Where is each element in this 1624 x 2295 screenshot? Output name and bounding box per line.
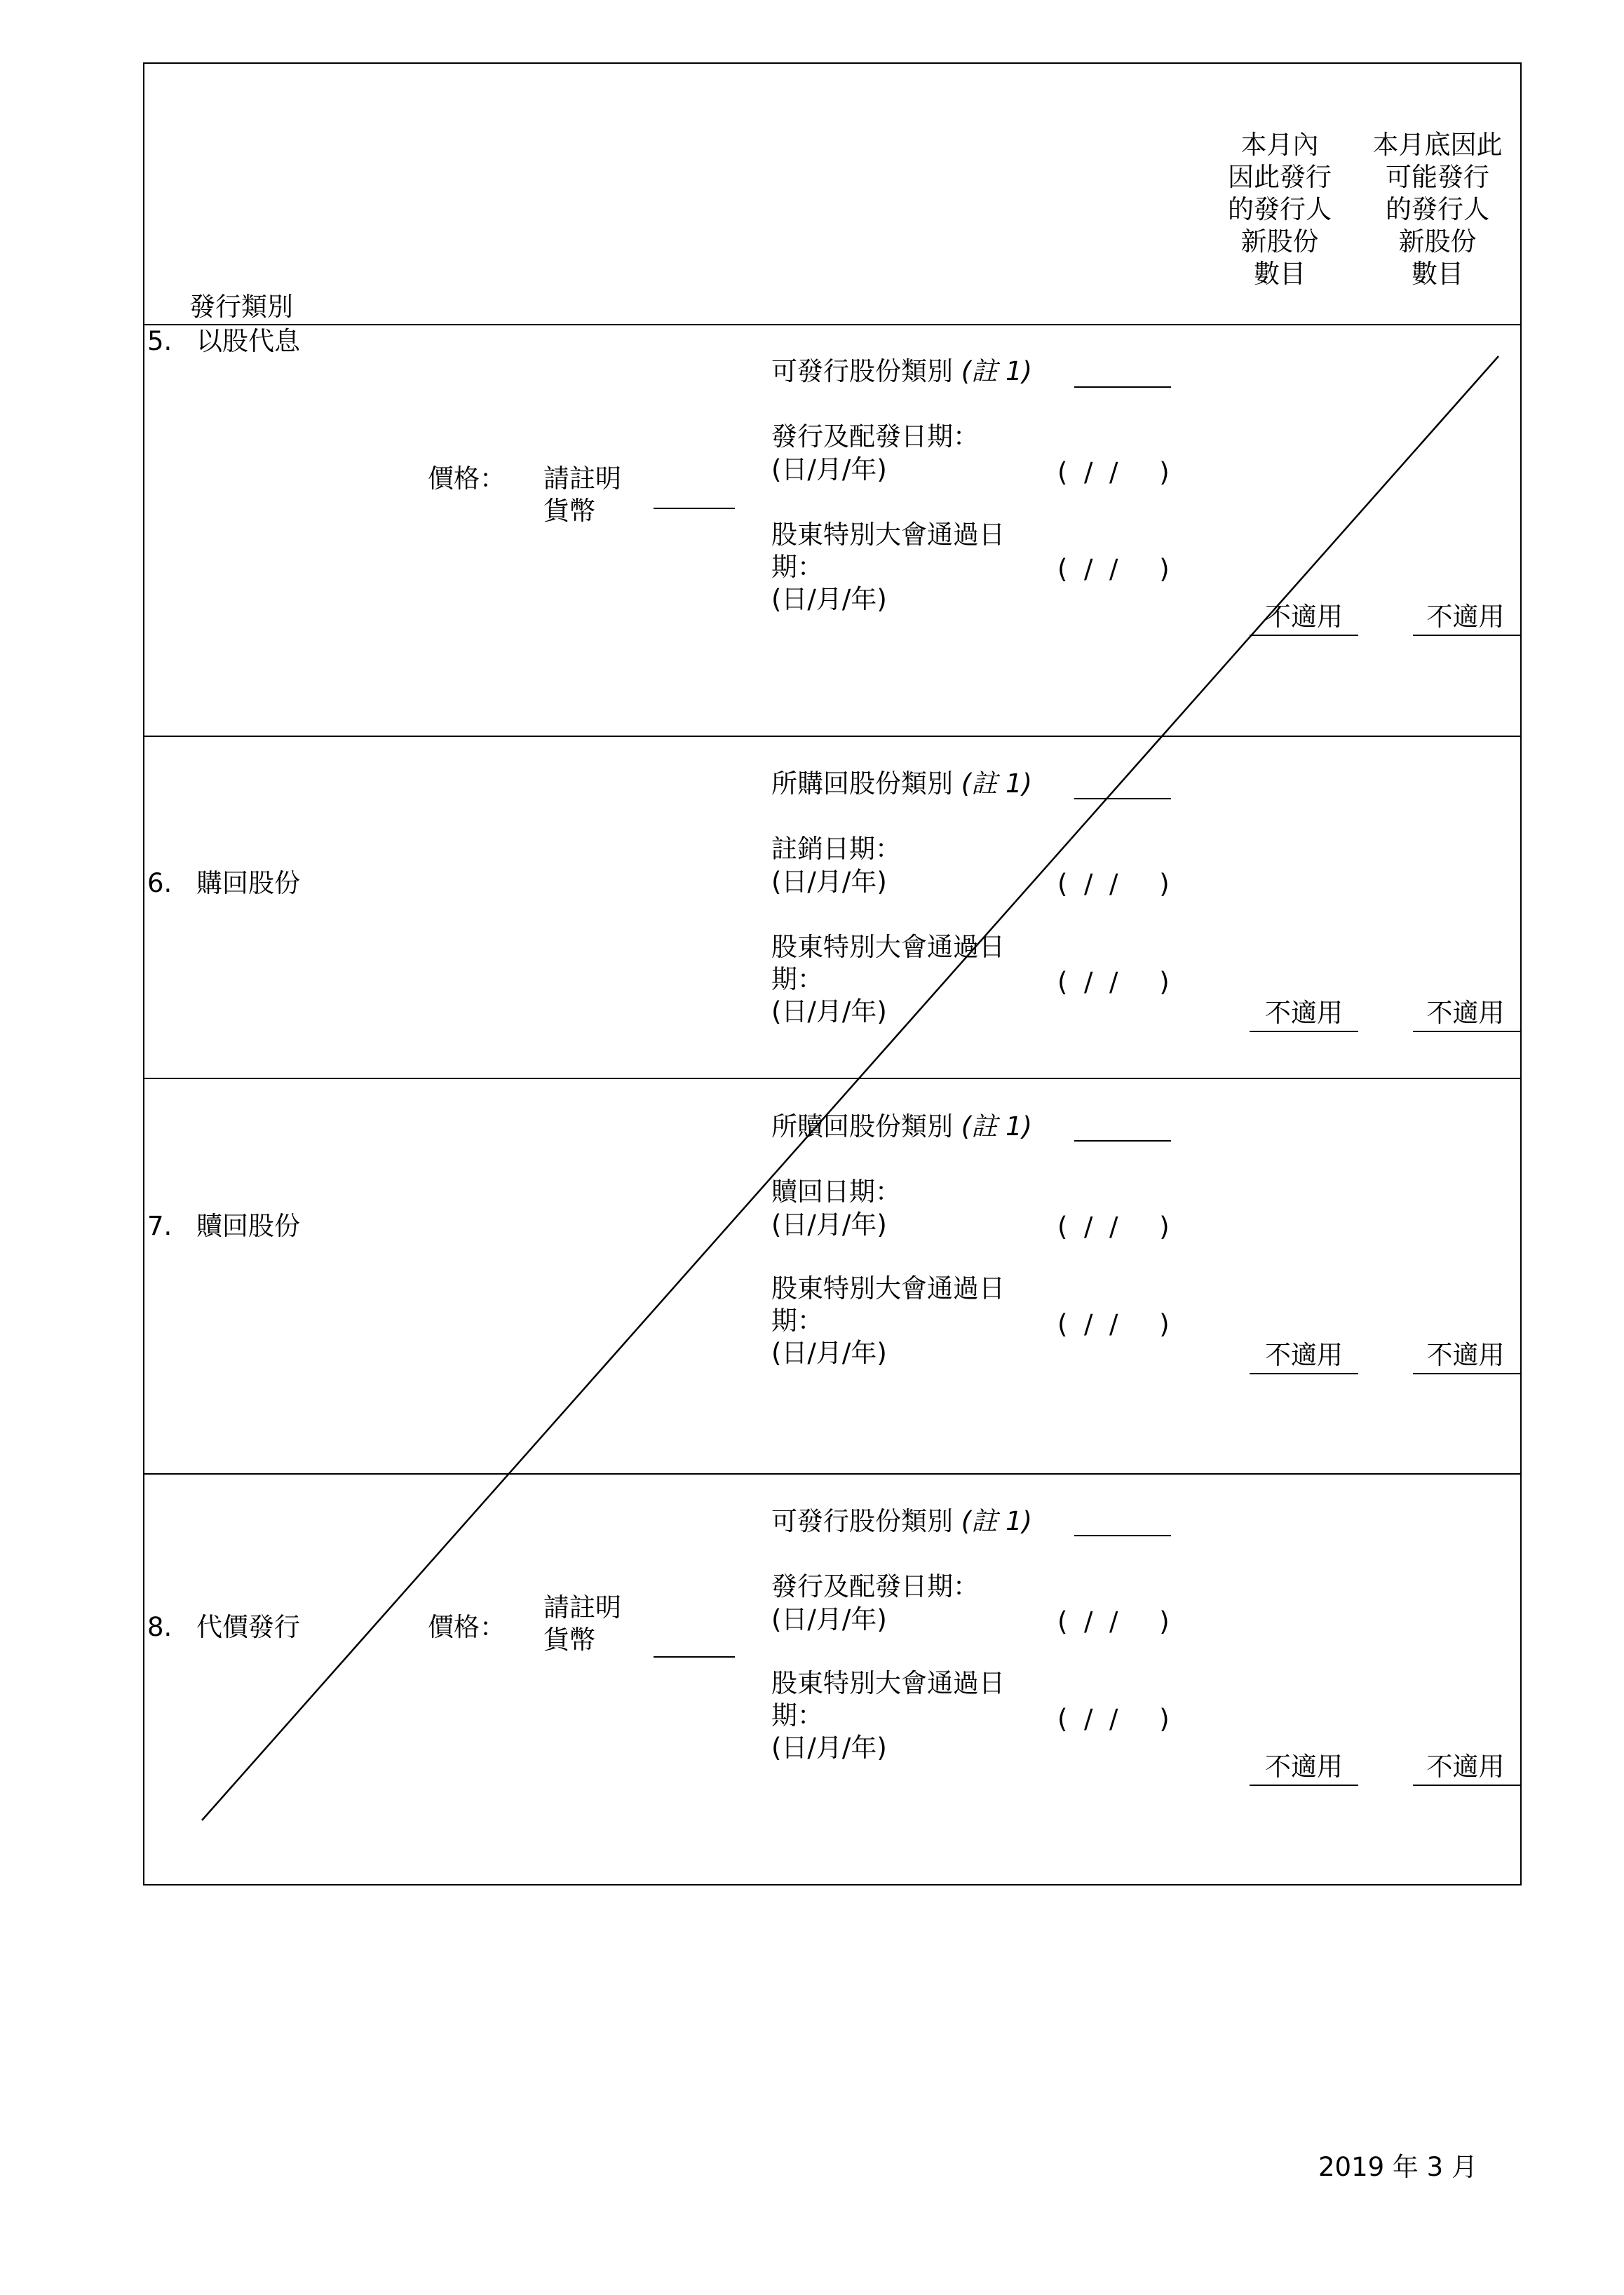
row-8-na-this-month: 不適用: [1265, 1752, 1343, 1782]
header-col-this-month-line: 新股份: [1240, 226, 1319, 257]
row-5-date1-label-line2: (日/月/年): [771, 454, 887, 485]
row-7-number: 7.: [147, 1211, 172, 1241]
footer-date: 2019 年 3 月: [1318, 2152, 1477, 2182]
row-5-currency-note-line2: 貨幣: [543, 496, 595, 526]
row-8-note-ref: (註 1): [961, 1506, 1032, 1536]
row-5-date2-label-line1: 股東特別大會通過日: [771, 520, 1005, 550]
row-6-note-ref: (註 1): [961, 769, 1032, 799]
row-5-na-end-month: 不適用: [1426, 602, 1505, 632]
row-7-note-ref: (註 1): [961, 1111, 1032, 1142]
row-8-class-label-text: 可發行股份類別: [771, 1506, 953, 1536]
row-5-date2-label-line2: 期：: [771, 552, 823, 582]
header-col-this-month-line: 因此發行: [1228, 162, 1332, 192]
row-8-number: 8.: [147, 1612, 172, 1642]
row-5-date2-blank[interactable]: ( / / ): [1057, 554, 1170, 584]
row-5-na-this-month: 不適用: [1265, 602, 1343, 632]
row-8-currency-note-line1: 請註明: [543, 1592, 621, 1623]
row-7-title: 贖回股份: [196, 1211, 300, 1241]
row-8-na-end-month: 不適用: [1426, 1752, 1505, 1782]
row-6-class-label-text: 所購回股份類別: [771, 769, 953, 799]
row-8-date2-blank[interactable]: ( / / ): [1057, 1704, 1170, 1734]
row-6-number: 6.: [147, 868, 172, 898]
row-7-date1-label-line2: (日/月/年): [771, 1210, 887, 1240]
row-5-price-label: 價格：: [428, 463, 506, 494]
header-col-this-month-line: 的發行人: [1228, 194, 1332, 224]
row-6-date1-label-line2: (日/月/年): [771, 867, 887, 897]
row-8-date1-label-line1: 發行及配發日期：: [771, 1571, 979, 1602]
row-8-date1-blank[interactable]: ( / / ): [1057, 1606, 1170, 1637]
row-5-note-ref: (註 1): [961, 356, 1032, 386]
row-5-title: 以股代息: [196, 326, 300, 356]
row-6-na-this-month: 不適用: [1265, 998, 1343, 1028]
row-6-date1-blank[interactable]: ( / / ): [1057, 869, 1170, 899]
header-category-label: 發行類別: [189, 292, 293, 322]
row-6-date2-label-line2: 期：: [771, 964, 823, 994]
row-7-date2-blank[interactable]: ( / / ): [1057, 1309, 1170, 1339]
row-6-na-end-month: 不適用: [1426, 998, 1505, 1028]
row-8-date2-label-line1: 股東特別大會通過日: [771, 1668, 1005, 1698]
row-5-date1-blank[interactable]: ( / / ): [1057, 457, 1170, 487]
row-8-date1-label-line2: (日/月/年): [771, 1604, 887, 1634]
row-8-price-label: 價格：: [428, 1612, 506, 1642]
row-8-title: 代價發行: [196, 1612, 300, 1642]
row-7-date2-label-line2: 期：: [771, 1306, 823, 1336]
row-7-na-this-month: 不適用: [1265, 1340, 1343, 1370]
header-col-end-month-line: 新股份: [1398, 226, 1477, 257]
row-6-date1-label-line1: 註銷日期：: [771, 834, 901, 864]
row-7-date1-label-line1: 贖回日期：: [771, 1177, 901, 1207]
row-7-date1-blank[interactable]: ( / / ): [1057, 1212, 1170, 1242]
row-7-date2-label-line1: 股東特別大會通過日: [771, 1273, 1005, 1304]
row-5-date2-label-line3: (日/月/年): [771, 584, 887, 614]
header-col-end-month-line: 本月底因此: [1372, 130, 1503, 160]
row-6-date2-blank[interactable]: ( / / ): [1057, 967, 1170, 997]
row-6-title: 購回股份: [196, 868, 300, 898]
row-6-date2-label-line3: (日/月/年): [771, 996, 887, 1027]
row-7-na-end-month: 不適用: [1426, 1340, 1505, 1370]
row-5-number: 5.: [147, 326, 172, 356]
header-col-end-month-line: 的發行人: [1386, 194, 1489, 224]
row-5-date1-label-line1: 發行及配發日期：: [771, 421, 979, 452]
row-7-class-label-text: 所贖回股份類別: [771, 1111, 953, 1142]
header-col-this-month-line: 數目: [1254, 259, 1306, 289]
diagonal-strike-line-path: [202, 356, 1498, 1820]
row-5-class-label-text: 可發行股份類別: [771, 356, 953, 386]
header-col-end-month-line: 數目: [1412, 259, 1463, 289]
row-5-currency-note-line1: 請註明: [543, 463, 621, 494]
header-col-end-month-line: 可能發行: [1386, 162, 1489, 192]
row-8-currency-note-line2: 貨幣: [543, 1625, 595, 1655]
row-6-date2-label-line1: 股東特別大會通過日: [771, 932, 1005, 962]
row-8-date2-label-line2: 期：: [771, 1700, 823, 1731]
row-7-date2-label-line3: (日/月/年): [771, 1338, 887, 1368]
row-8-date2-label-line3: (日/月/年): [771, 1733, 887, 1763]
header-col-this-month-line: 本月內: [1240, 130, 1319, 160]
